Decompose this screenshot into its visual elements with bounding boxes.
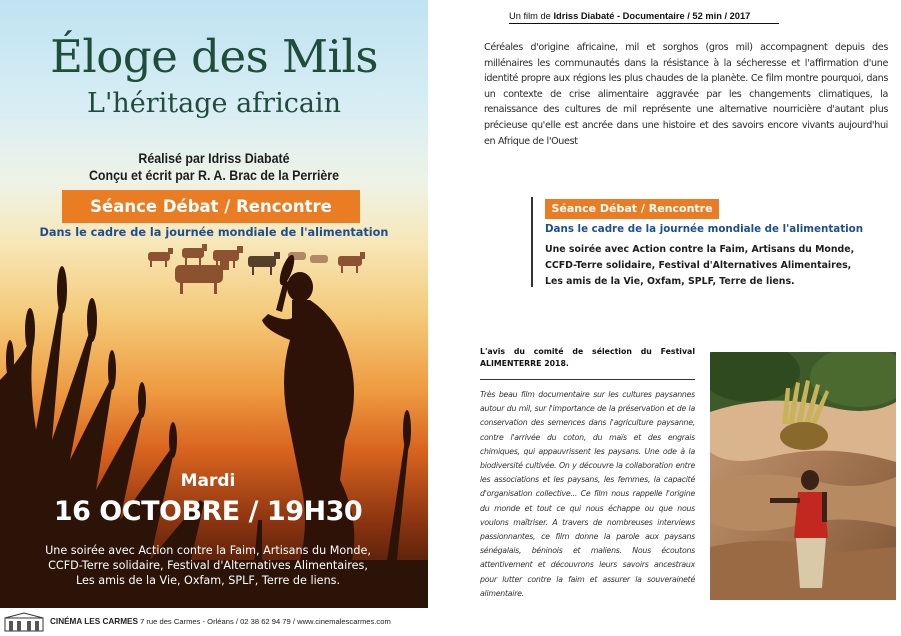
review-divider [480,379,695,380]
partners-line: CCFD-Terre solidaire, Festival d'Alternatives Alimentaires, [48,559,368,572]
film-still-photo [710,352,896,600]
seance-banner: Séance Débat / Rencontre [62,190,360,223]
event-day: Mardi [180,471,236,491]
event-date-time: 16 OCTOBRE / 19H30 [53,496,363,527]
partners-line: Les amis de la Vie, Oxfam, SPLF, Terre de liens. [545,276,795,287]
cinema-footer [0,608,428,636]
film-info-line [509,11,779,24]
partners-line: Une soirée avec Action contre la Faim, Artisans du Monde, [545,244,855,255]
film-prefix: Un film de [509,11,554,21]
event-box [531,197,864,287]
partners-line: Une soirée avec Action contre la Faim, Artisans du Monde, [45,544,371,557]
cinema-details: 7 rue des Carmes - Orléans / 02 38 62 94 79 / www.cinemalescarmes.com [137,617,391,626]
film-director: Idriss Diabaté [553,11,615,21]
poster-subtitle: L'héritage africain [87,88,341,119]
film-meta: - Documentaire / 52 min / 2017 [614,11,751,21]
woman-carrying-millet-photo [710,352,896,600]
poster-title: Éloge des Mils [50,30,378,83]
cinema-name: CINÉMA LES CARMES [50,617,138,626]
film-poster [0,0,428,608]
review-heading: L'avis du comité de sélection du Festival ALIMENTERRE 2018. [480,347,695,368]
credit-writer: Conçu et écrit par R. A. Brac de la Perrière [88,168,340,183]
partners-line: CCFD-Terre solidaire, Festival d'Alternatives Alimentaires, [545,260,852,271]
cinema-building-icon [4,612,44,632]
review-text: Très beau film documentaire sur les cultures paysannes autour du mil, sur l'importance de la préservation et de la conservation des semences dans l'agriculture paysanne, contre l'arrivée du coton, du maïs et des engrais chimiques, qui appauvrissent les paysans. Une ode à la biodiversité cultivée. On y découvre la collaboration entre les associations et les paysans, les femmes, la capacité d'organisation collective... Ce film nous rappelle l'origine du monde et tout ce qui nous échappe ou que nous voulons maîtriser. A travers de nombreuses interviews passionnantes, ce film donne la parole aux paysans sénégalais, béninois et maliens. Nous écoutons attentivement et découvrons leurs savoirs ancestraux pour lutter contre la faim et assurer la souveraineté alimentaire. [480,390,695,598]
cinema-contact [50,617,391,626]
cattle-herd-illustration [148,244,365,294]
event-context: Dans le cadre de la journée mondiale de l'alimentation [39,226,389,239]
event-context: Dans le cadre de la journée mondiale de l'alimentation [545,223,864,235]
seance-label: Séance Débat / Rencontre [545,199,719,219]
partners-line: Les amis de la Vie, Oxfam, SPLF, Terre de liens. [75,574,341,587]
credit-director: Réalisé par Idriss Diabaté [138,151,290,166]
film-synopsis: Céréales d'origine africaine, mil et sorghos (gros mil) accompagnent depuis des millénaires les communautés dans la résistance à la sécheresse et l'affirmation d'une identité propre aux régions les plus chaudes de la planète. Ce film montre pourquoi, dans un contexte de crise alimentaire aggravée par les changements climatiques, la renaissance des cultures de mil représente une alternative nourricière d'autant plus précieuse qu'elle est ancrée dans une histoire et des savoirs encore vivants aujourd'hui en Afrique de l'Ouest [484,42,888,147]
